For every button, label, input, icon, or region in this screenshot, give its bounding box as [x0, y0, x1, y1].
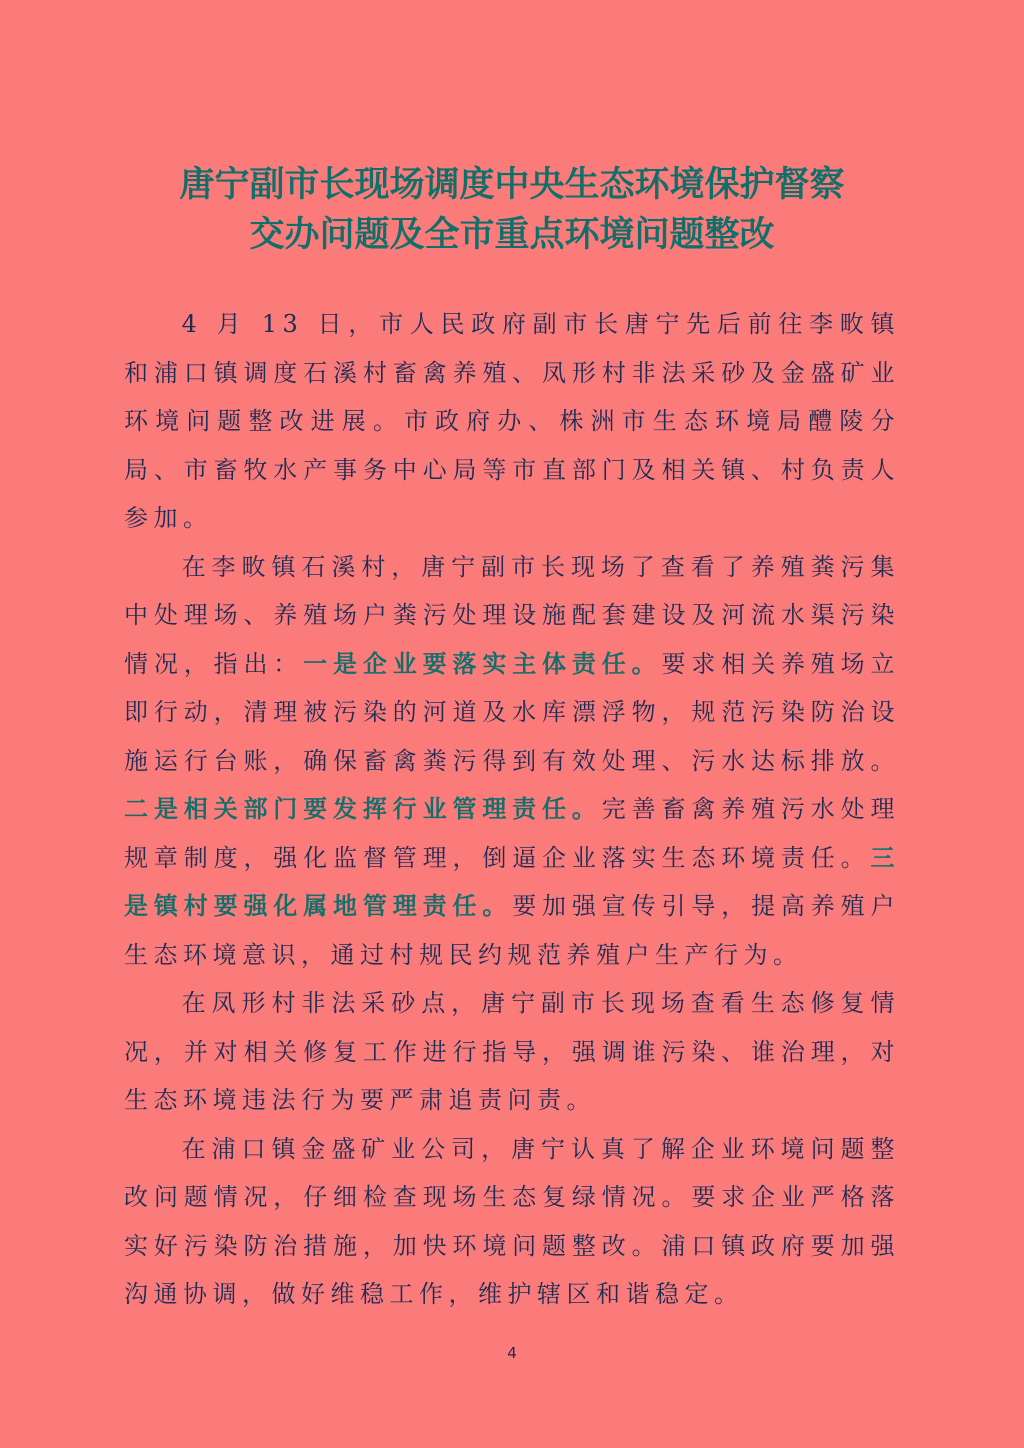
- highlight-point-3: 三是镇村要强化属地管理责任。: [124, 842, 900, 920]
- title-line-2: 交办问题及全市重点环境问题整改: [249, 215, 775, 255]
- paragraph-2: [124, 543, 900, 980]
- paragraph-2-text-2: 要求相关养殖场立即行动，清理被污染的河道及水库漂浮物，规范污染防治设施运行台账，确保畜禽粪污得到有效处理、污水达标排放。: [124, 649, 901, 775]
- paragraph-3: 在凤形村非法采砂点，唐宁副市长现场查看生态修复情况，并对相关修复工作进行指导，强调谁污染、谁治理，对生态环境违法行为要严肃追责问责。: [124, 989, 900, 1114]
- highlight-point-2: 二是相关部门要发挥行业管理责任。: [124, 794, 602, 823]
- page-number: 4: [507, 1344, 517, 1362]
- paragraph-2-text-1: 在李畋镇石溪村，唐宁副市长现场了查看了养殖粪污集中处理场、养殖场户粪污处理设施配套建设及河流水渠污染情况，指出：: [124, 552, 900, 678]
- article-body: [124, 300, 900, 1319]
- paragraph-2-text-4: 要加强宣传引导，提高养殖户生态环境意识，通过村规民约规范养殖户生产行为。: [124, 892, 901, 969]
- title-line-1: 唐宁副市长现场调度中央生态环境保护督察: [179, 165, 845, 205]
- paragraph-2-text-3: 完善畜禽养殖污水处理规章制度，强化监督管理，倒逼企业落实生态环境责任。: [124, 795, 901, 872]
- paragraph-4: 在浦口镇金盛矿业公司，唐宁认真了解企业环境问题整改问题情况，仔细检查现场生态复绿情况。要求企业严格落实好污染防治措施，加快环境问题整改。浦口镇政府要加强沟通协调，做好维稳工作，维护辖区和谐稳定。: [124, 1134, 900, 1308]
- paragraph-1: 4 月 13 日，市人民政府副市长唐宁先后前往李畋镇和浦口镇调度石溪村畜禽养殖、凤形村非法采砂及金盛矿业环境问题整改进展。市政府办、株洲市生态环境局醴陵分局、市畜牧水产事务中心局等市直部门及相关镇、村负责人参加。: [124, 310, 900, 532]
- highlight-point-1: 一是企业要落实主体责任。: [303, 648, 662, 678]
